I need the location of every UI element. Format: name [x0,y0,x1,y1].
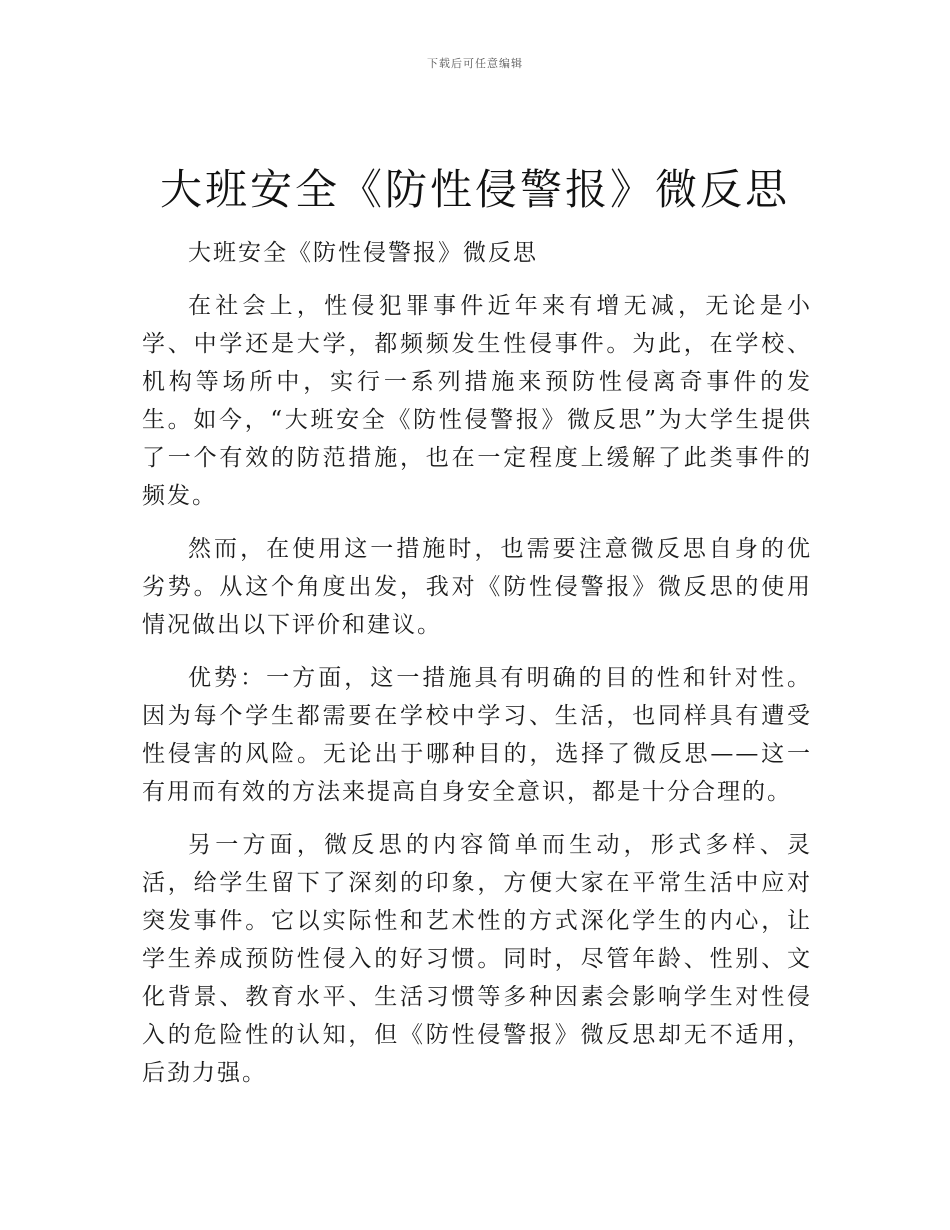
document-title: 大班安全《防性侵警报》微反思 [159,165,790,214]
paragraph: 然而，在使用这一措施时，也需要注意微反思自身的优劣势。从这个角度出发，我对《防性侵警报》微反思的使用情况做出以下评价和建议。 [142,536,812,638]
paragraph: 优势：一方面，这一措施具有明确的目的性和针对性。因为每个学生都需要在学校中学习、生活，也同样具有遭受性侵害的风险。无论出于哪种目的，选择了微反思——这一有用而有效的方法来提高自身安全意识，都是十分合理的。 [142,665,812,805]
header-note: 下载后可任意编辑 [427,57,523,70]
paragraph-subtitle: 大班安全《防性侵警报》微反思 [188,240,538,266]
document-body [142,234,812,1107]
paragraph: 另一方面，微反思的内容简单而生动，形式多样、灵活，给学生留下了深刻的印象，方便大家在平常生活中应对突发事件。它以实际性和艺术性的方式深化学生的内心，让学生养成预防性侵入的好习惯。同时，尽管年龄、性别、文化背景、教育水平、生活习惯等多种因素会影响学生对性侵入的危险性的认知，但《防性侵警报》微反思却无不适用，后劲力强。 [142,832,812,1086]
paragraph: 在社会上，性侵犯罪事件近年来有增无减，无论是小学、中学还是大学，都频频发生性侵事件。为此，在学校、机构等场所中，实行一系列措施来预防性侵离奇事件的发生。如今，“大班安全《防性侵警报》微反思”为大学生提供了一个有效的防范措施，也在一定程度上缓解了此类事件的频发。 [142,293,812,509]
